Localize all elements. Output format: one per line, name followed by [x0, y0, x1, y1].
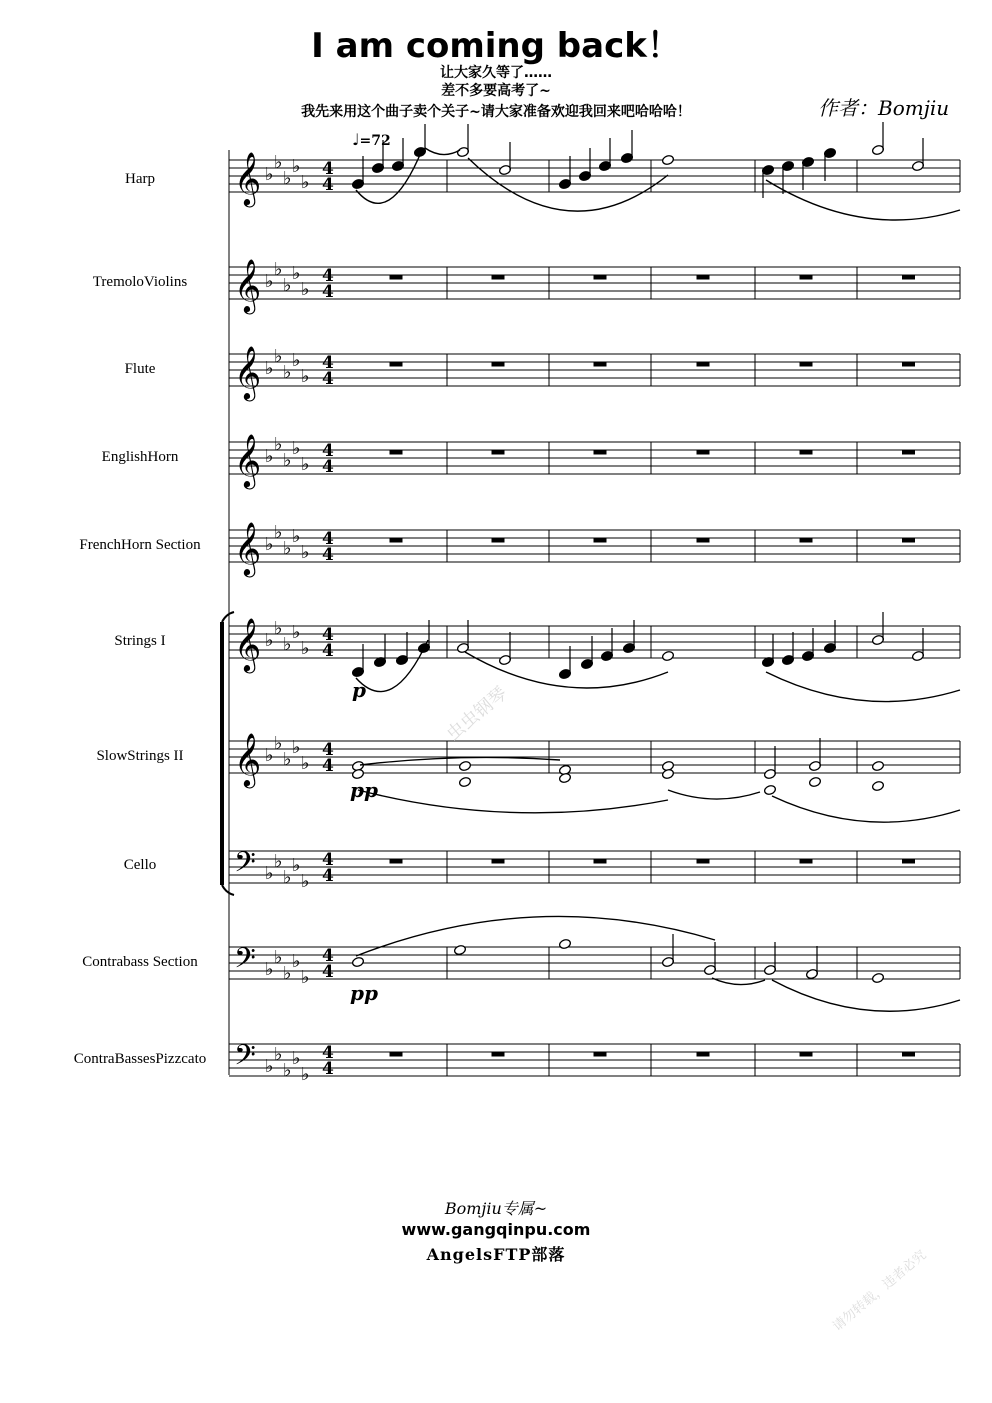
- note-head: [661, 154, 674, 165]
- whole-rest: [390, 450, 402, 454]
- treble-clef: 𝄞: [234, 151, 262, 205]
- time-signature-digit: 4: [322, 159, 334, 179]
- whole-rest: [800, 362, 812, 366]
- instrument-label-contrabass: Contrabass Section: [82, 954, 198, 970]
- whole-rest: [594, 275, 606, 279]
- instrument-label-french-horn: FrenchHorn Section: [79, 537, 201, 553]
- whole-rest: [492, 859, 504, 863]
- whole-rest: [697, 538, 709, 542]
- slur: [356, 916, 715, 956]
- flat-sign: ♭: [292, 951, 301, 972]
- note-head: [351, 956, 364, 967]
- bass-clef: 𝄢: [234, 846, 256, 886]
- flat-sign: ♭: [265, 1056, 274, 1077]
- slur: [766, 180, 960, 220]
- bass-clef: 𝄢: [234, 1039, 256, 1079]
- bass-clef: 𝄢: [234, 942, 256, 982]
- dynamic-p-strings1: p: [352, 678, 366, 702]
- instrument-label-harp: Harp: [125, 171, 155, 187]
- flat-sign: ♭: [301, 753, 310, 774]
- time-signature-digit: 4: [322, 1059, 334, 1079]
- flat-sign: ♭: [274, 434, 283, 455]
- time-signature-digit: 4: [322, 353, 334, 373]
- watermark-1: 虫虫钢琴: [442, 682, 512, 746]
- slur: [772, 980, 960, 1011]
- flat-sign: ♭: [265, 358, 274, 379]
- flat-sign: ♭: [265, 863, 274, 884]
- flat-sign: ♭: [301, 967, 310, 988]
- treble-clef: 𝄞: [234, 345, 262, 399]
- time-signature-digit: 4: [322, 756, 334, 776]
- note-head: [661, 650, 674, 661]
- whole-rest: [903, 538, 915, 542]
- note-head: [458, 760, 471, 771]
- whole-rest: [492, 538, 504, 542]
- flat-sign: ♭: [274, 522, 283, 543]
- slur: [356, 150, 422, 203]
- note-head: [871, 972, 884, 983]
- time-signature-digit: 4: [322, 641, 334, 661]
- flat-sign: ♭: [283, 963, 292, 984]
- whole-rest: [697, 362, 709, 366]
- whole-rest: [697, 450, 709, 454]
- flat-sign: ♭: [292, 1048, 301, 1069]
- dynamic-pp-slowstrings2: pp: [350, 778, 378, 802]
- note-head: [871, 760, 884, 771]
- footer-group: AngelsFTP部落: [426, 1245, 566, 1264]
- score-title: I am coming back！: [311, 26, 681, 66]
- dynamic-pp-contrabass: pp: [350, 981, 378, 1005]
- whole-rest: [390, 1052, 402, 1056]
- flat-sign: ♭: [292, 156, 301, 177]
- note-head: [458, 776, 471, 787]
- time-signature-digit: 4: [322, 850, 334, 870]
- flat-sign: ♭: [301, 871, 310, 892]
- whole-rest: [390, 538, 402, 542]
- flat-sign: ♭: [274, 1044, 283, 1065]
- whole-rest: [390, 275, 402, 279]
- flat-sign: ♭: [265, 534, 274, 555]
- time-signature-digit: 4: [322, 625, 334, 645]
- footer-site: www.gangqinpu.com: [401, 1220, 591, 1239]
- flat-sign: ♭: [292, 350, 301, 371]
- note-head: [763, 784, 776, 795]
- slur: [772, 796, 960, 822]
- flat-sign: ♭: [265, 745, 274, 766]
- note-head: [558, 772, 571, 783]
- treble-clef: 𝄞: [234, 433, 262, 487]
- flat-sign: ♭: [292, 737, 301, 758]
- flat-sign: ♭: [283, 749, 292, 770]
- whole-rest: [697, 859, 709, 863]
- flat-sign: ♭: [301, 1064, 310, 1085]
- time-signature-digit: 4: [322, 441, 334, 461]
- flat-sign: ♭: [265, 271, 274, 292]
- time-signature-digit: 4: [322, 962, 334, 982]
- whole-rest: [800, 538, 812, 542]
- whole-rest: [800, 450, 812, 454]
- flat-sign: ♭: [283, 168, 292, 189]
- flat-sign: ♭: [301, 172, 310, 193]
- whole-rest: [903, 275, 915, 279]
- flat-sign: ♭: [265, 164, 274, 185]
- instrument-label-strings-1: Strings I: [114, 633, 166, 649]
- note-head: [661, 768, 674, 779]
- whole-rest: [800, 275, 812, 279]
- whole-rest: [594, 1052, 606, 1056]
- footer-author: Bomjiu专属~: [444, 1199, 548, 1218]
- instrument-label-contrabass-pizz: ContraBassesPizzcato: [73, 1051, 207, 1067]
- flat-sign: ♭: [274, 947, 283, 968]
- instrument-label-slow-strings-2: SlowStrings II: [96, 748, 184, 764]
- note-head: [871, 780, 884, 791]
- time-signature-digit: 4: [322, 740, 334, 760]
- whole-rest: [492, 1052, 504, 1056]
- slur: [668, 790, 760, 799]
- subtitle-line-2: 差不多要高考了~: [441, 83, 551, 99]
- composer-credit: 作者：Bomjiu: [818, 96, 950, 120]
- flat-sign: ♭: [301, 366, 310, 387]
- flat-sign: ♭: [292, 263, 301, 284]
- flat-sign: ♭: [274, 618, 283, 639]
- note-head: [453, 944, 466, 955]
- instrument-label-english-horn: EnglishHorn: [101, 449, 179, 465]
- treble-clef: 𝄞: [234, 521, 262, 575]
- whole-rest: [492, 275, 504, 279]
- whole-rest: [903, 450, 915, 454]
- time-signature-digit: 4: [322, 866, 334, 886]
- whole-rest: [492, 450, 504, 454]
- flat-sign: ♭: [274, 346, 283, 367]
- whole-rest: [390, 859, 402, 863]
- flat-sign: ♭: [283, 867, 292, 888]
- flat-sign: ♭: [283, 450, 292, 471]
- whole-rest: [594, 538, 606, 542]
- time-signature-digit: 4: [322, 282, 334, 302]
- time-signature-digit: 4: [322, 457, 334, 477]
- note-head: [808, 776, 821, 787]
- note-head: [558, 938, 571, 949]
- whole-rest: [594, 450, 606, 454]
- whole-rest: [800, 1052, 812, 1056]
- flat-sign: ♭: [301, 279, 310, 300]
- flat-sign: ♭: [265, 630, 274, 651]
- flat-sign: ♭: [274, 851, 283, 872]
- flat-sign: ♭: [301, 454, 310, 475]
- slur: [360, 757, 560, 765]
- flat-sign: ♭: [283, 634, 292, 655]
- time-signature-digit: 4: [322, 529, 334, 549]
- whole-rest: [697, 1052, 709, 1056]
- whole-rest: [594, 362, 606, 366]
- flat-sign: ♭: [283, 275, 292, 296]
- slur: [425, 148, 460, 155]
- flat-sign: ♭: [274, 152, 283, 173]
- time-signature-digit: 4: [322, 369, 334, 389]
- instrument-label-flute: Flute: [124, 361, 156, 377]
- flat-sign: ♭: [265, 959, 274, 980]
- time-signature-digit: 4: [322, 175, 334, 195]
- watermark-2: 请勿转载，违者必究: [830, 1247, 930, 1335]
- time-signature-digit: 4: [322, 1043, 334, 1063]
- flat-sign: ♭: [283, 1060, 292, 1081]
- time-signature-digit: 4: [322, 545, 334, 565]
- treble-clef: 𝄞: [234, 617, 262, 671]
- treble-clef: 𝄞: [234, 732, 262, 786]
- flat-sign: ♭: [265, 446, 274, 467]
- flat-sign: ♭: [283, 362, 292, 383]
- instrument-label-tremolo-violins: TremoloViolins: [92, 274, 188, 290]
- whole-rest: [903, 859, 915, 863]
- whole-rest: [800, 859, 812, 863]
- flat-sign: ♭: [301, 542, 310, 563]
- flat-sign: ♭: [274, 259, 283, 280]
- time-signature-digit: 4: [322, 266, 334, 286]
- time-signature-digit: 4: [322, 946, 334, 966]
- subtitle-line-1: 让大家久等了……: [440, 65, 552, 81]
- whole-rest: [697, 275, 709, 279]
- tempo-marking: ♩=72: [352, 130, 391, 149]
- flat-sign: ♭: [292, 438, 301, 459]
- slur: [766, 672, 960, 702]
- treble-clef: 𝄞: [234, 258, 262, 312]
- whole-rest: [903, 362, 915, 366]
- slur: [356, 640, 428, 692]
- flat-sign: ♭: [292, 622, 301, 643]
- whole-rest: [594, 859, 606, 863]
- whole-rest: [903, 1052, 915, 1056]
- instrument-label-cello: Cello: [123, 857, 157, 873]
- slur: [358, 790, 668, 813]
- flat-sign: ♭: [301, 638, 310, 659]
- flat-sign: ♭: [283, 538, 292, 559]
- whole-rest: [390, 362, 402, 366]
- subtitle-line-3: 我先来用这个曲子卖个关子~请大家准备欢迎我回来吧哈哈哈！: [301, 104, 691, 120]
- flat-sign: ♭: [274, 733, 283, 754]
- whole-rest: [492, 362, 504, 366]
- flat-sign: ♭: [292, 855, 301, 876]
- flat-sign: ♭: [292, 526, 301, 547]
